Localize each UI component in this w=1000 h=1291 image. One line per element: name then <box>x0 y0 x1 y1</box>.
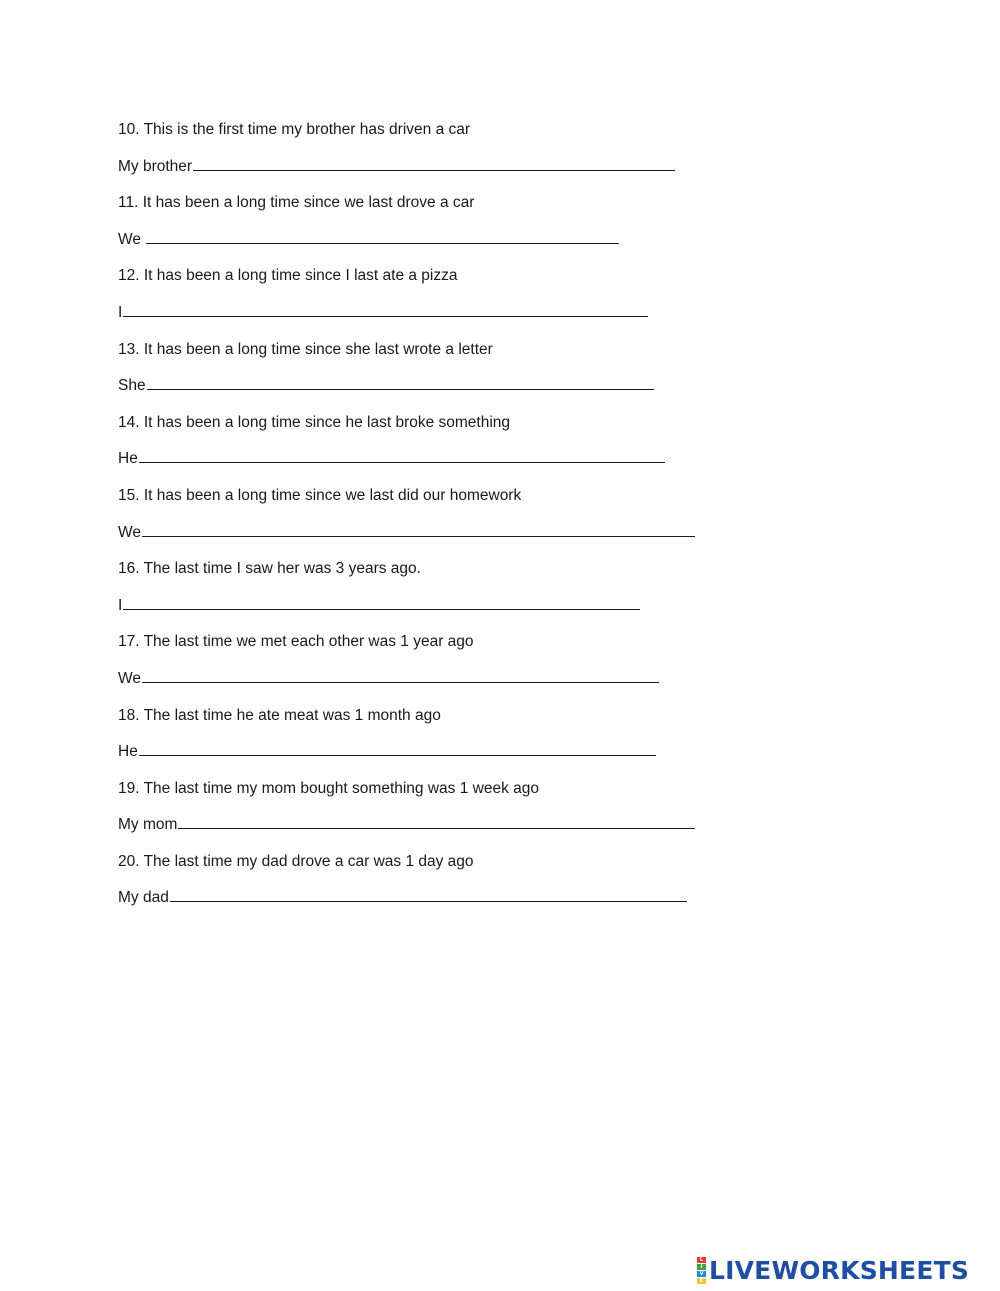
question-13: 13. It has been a long time since she last wrote a letter <box>118 340 493 358</box>
question-12: 12. It has been a long time since I last ate a pizza <box>118 267 458 285</box>
answer-prompt: She <box>118 377 146 395</box>
answer-blank-input[interactable] <box>170 887 687 902</box>
answer-prompt: We <box>118 523 141 541</box>
answer-prompt: He <box>118 450 138 468</box>
answer-prompt: I <box>118 596 123 614</box>
question-10: 10. This is the first time my brother has driven a car <box>118 121 471 138</box>
answer-prompt: My mom <box>118 816 178 834</box>
answer-prompt: We <box>118 230 146 248</box>
answer-blank-input[interactable] <box>193 156 675 171</box>
question-19: 19. The last time my mom bought something was 1 week ago <box>118 779 540 797</box>
answer-row-10 <box>118 149 758 186</box>
question-11: 11. It has been a long time since we last drove a car <box>118 194 475 212</box>
answer-row-15 <box>118 515 758 552</box>
answer-blank-input[interactable] <box>178 814 695 829</box>
answer-row-13 <box>118 368 758 405</box>
answer-prompt: We <box>118 669 141 687</box>
logo-block-i: I <box>697 1264 706 1270</box>
answer-prompt: My brother <box>118 157 193 175</box>
question-16: 16. The last time I saw her was 3 years ago. <box>118 560 421 578</box>
answer-row-16 <box>118 588 758 625</box>
answer-prompt: My dad <box>118 889 169 907</box>
question-17: 17. The last time we met each other was 1 year ago <box>118 633 474 651</box>
question-15: 15. It has been a long time since we last did our homework <box>118 486 522 504</box>
answer-prompt: He <box>118 743 138 761</box>
answer-row-20 <box>118 880 758 917</box>
answer-row-17 <box>118 661 758 698</box>
answer-row-11 <box>118 222 758 259</box>
question-20: 20. The last time my dad drove a car was 1 day ago <box>118 852 474 870</box>
question-14: 14. It has been a long time since he last broke something <box>118 413 511 431</box>
answer-blank-input[interactable] <box>142 522 695 537</box>
answer-blank-input[interactable] <box>146 229 619 244</box>
worksheet <box>118 112 758 917</box>
logo-letter-blocks <box>697 1257 706 1284</box>
answer-blank-input[interactable] <box>123 595 640 610</box>
logo-block-l: L <box>697 1257 706 1263</box>
answer-blank-input[interactable] <box>139 448 665 463</box>
logo-text: LIVEWORKSHEETS <box>709 1255 970 1285</box>
logo-block-v: V <box>697 1271 706 1277</box>
logo-block-e: E <box>697 1278 706 1284</box>
liveworksheets-logo <box>697 1255 969 1285</box>
answer-prompt: I <box>118 303 123 321</box>
answer-blank-input[interactable] <box>142 668 659 683</box>
answer-row-12 <box>118 295 758 332</box>
answer-blank-input[interactable] <box>147 375 654 390</box>
answer-blank-input[interactable] <box>139 741 656 756</box>
question-18: 18. The last time he ate meat was 1 month ago <box>118 706 441 724</box>
answer-row-14 <box>118 441 758 478</box>
answer-blank-input[interactable] <box>123 302 648 317</box>
answer-row-18 <box>118 734 758 771</box>
answer-row-19 <box>118 807 758 844</box>
